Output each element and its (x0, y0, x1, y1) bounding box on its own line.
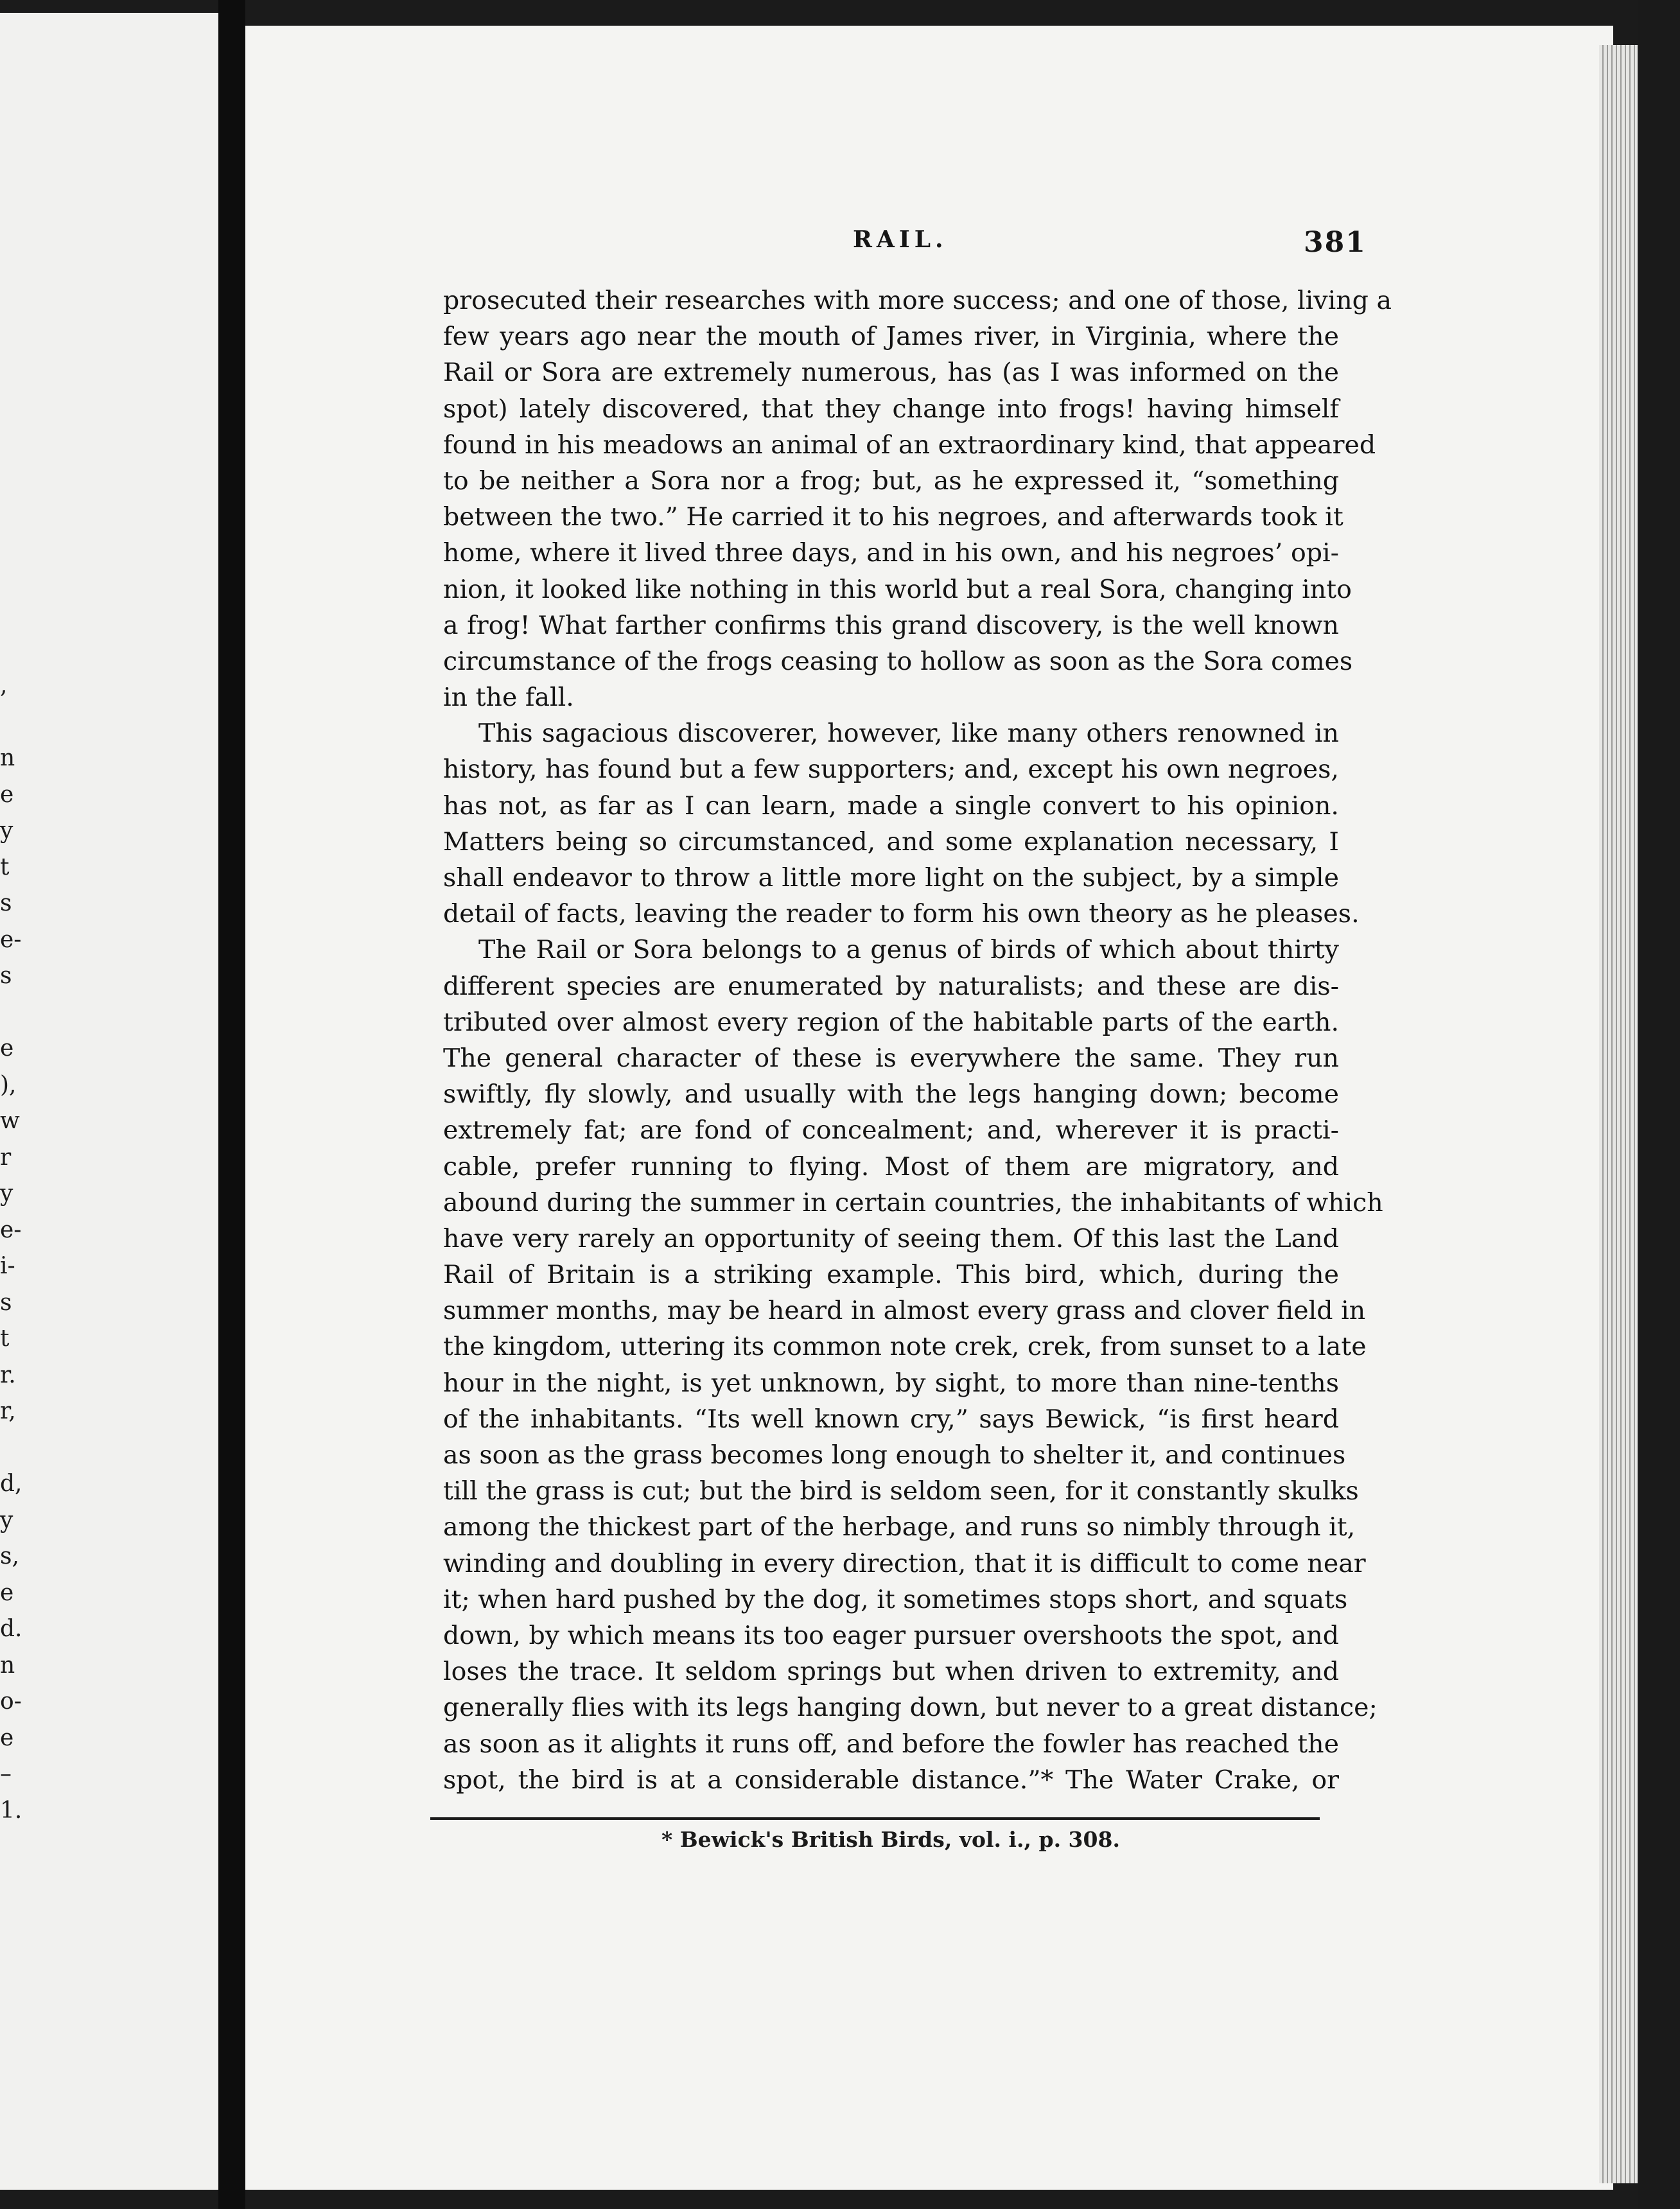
left-margin-fragment: – (0, 1761, 12, 1787)
text-line: The Rail or Sora belongs to a genus of birds of which about thirty (478, 935, 1339, 965)
text-line: hour in the night, is yet unknown, by sight, to more than nine-tenths (443, 1368, 1339, 1398)
text-line: generally flies with its legs hanging down, but never to a great distance; (443, 1693, 1378, 1723)
left-margin-fragment: t (0, 853, 10, 880)
text-line: abound during the summer in certain countries, the inhabitants of which (443, 1187, 1383, 1218)
text-line: down, by which means its too eager pursuer overshoots the spot, and (443, 1620, 1339, 1650)
text-line: different species are enumerated by naturalists; and these are dis- (443, 971, 1339, 1001)
left-margin-fragment: e- (0, 926, 22, 953)
text-line: nion, it looked like nothing in this world but a real Sora, changing into (443, 574, 1352, 604)
text-line: found in his meadows an animal of an extraordinary kind, that appeared (443, 430, 1376, 460)
left-margin-fragment: y (0, 1180, 13, 1207)
text-line: till the grass is cut; but the bird is seldom seen, for it constantly skulks (443, 1476, 1359, 1506)
left-page-margin-fragments (0, 668, 22, 1829)
text-line: as soon as it alights it runs off, and before the fowler has reached the (443, 1729, 1339, 1759)
left-margin-fragment: e- (0, 1216, 22, 1243)
text-line: of the inhabitants. “Its well known cry,” says Bewick, “is first heard (443, 1404, 1339, 1434)
left-margin-fragment: d. (0, 1616, 22, 1642)
text-line: spot) lately discovered, that they change into frogs! having himself (443, 394, 1339, 424)
body-text (443, 283, 1392, 1798)
scan-border (1638, 0, 1680, 2209)
left-margin-fragment: i- (0, 1253, 15, 1279)
text-line: Rail or Sora are extremely numerous, has (as I was informed on the (443, 358, 1339, 388)
left-margin-fragment: s (0, 1289, 12, 1316)
footnote-rule (430, 1817, 1320, 1820)
text-line: swiftly, fly slowly, and usually with the legs hanging down; become (443, 1079, 1339, 1110)
left-margin-fragment: e (0, 1579, 14, 1606)
text-line: circumstance of the frogs ceasing to hollow as soon as the Sora comes (443, 646, 1353, 676)
text-line: between the two.” He carried it to his negroes, and afterwards took it (443, 502, 1343, 532)
text-line: loses the trace. It seldom springs but when driven to extremity, and (443, 1657, 1339, 1687)
running-head-title: RAIL. (853, 226, 948, 253)
left-margin-fragment: e (0, 1724, 14, 1751)
text-line: it; when hard pushed by the dog, it sometimes stops short, and squats (443, 1584, 1348, 1614)
left-margin-fragment (0, 704, 19, 741)
text-line: the kingdom, uttering its common note crek, crek, from sunset to a late (443, 1332, 1367, 1362)
text-line: as soon as the grass becomes long enough to shelter it, and continues (443, 1440, 1346, 1470)
text-line: to be neither a Sora nor a frog; but, as he expressed it, “something (443, 466, 1339, 496)
left-margin-fragment: e (0, 781, 14, 808)
left-margin-fragment: n (0, 1652, 15, 1679)
left-margin-fragment: r (0, 1144, 12, 1171)
text-line: history, has found but a few supporters; and, except his own negroes, (443, 755, 1339, 785)
text-line: spot, the bird is at a considerable distance.”* The Water Crake, or (443, 1765, 1339, 1795)
binding-gutter (218, 0, 245, 2209)
text-line: has not, as far as I can learn, made a single convert to his opinion. (443, 790, 1339, 821)
text-line: home, where it lived three days, and in his own, and his negroes’ opi- (443, 538, 1339, 568)
text-line: Matters being so circumstanced, and some explanation necessary, I (443, 826, 1339, 857)
text-line: prosecuted their researches with more success; and one of those, living a (443, 286, 1392, 315)
left-margin-fragment: w (0, 1108, 20, 1134)
left-margin-fragment: ), (0, 1071, 17, 1098)
text-line: winding and doubling in every direction, that it is difficult to come near (443, 1548, 1366, 1578)
left-margin-fragment (0, 995, 19, 1031)
text-line: This sagacious discoverer, however, like many others renowned in (478, 719, 1339, 749)
left-page (0, 13, 218, 2190)
left-margin-fragment: y (0, 1506, 13, 1533)
left-margin-fragment: s (0, 963, 12, 989)
text-line: among the thickest part of the herbage, and runs so nimbly through it, (443, 1512, 1356, 1542)
left-margin-fragment: n (0, 745, 15, 771)
left-margin-fragment: s (0, 890, 12, 916)
text-line: shall endeavor to throw a little more light on the subject, by a simple (443, 863, 1339, 893)
left-margin-fragment: t (0, 1325, 10, 1352)
text-line: cable, prefer running to flying. Most of them are migratory, and (443, 1151, 1339, 1182)
page-number: 381 (1304, 226, 1367, 259)
text-line: a frog! What farther confirms this grand discovery, is the well known (443, 610, 1339, 640)
text-line: The general character of these is everywhere the same. They run (443, 1043, 1339, 1073)
left-margin-fragment (0, 1430, 19, 1467)
text-line: in the fall. (443, 683, 574, 713)
text-line: summer months, may be heard in almost every grass and clover field in (443, 1296, 1366, 1326)
footnote: * Bewick's British Birds, vol. i., p. 308. (661, 1827, 1120, 1852)
text-line: Rail of Britain is a striking example. This bird, which, during the (443, 1260, 1339, 1290)
text-line: detail of facts, leaving the reader to form his own theory as he pleases. (443, 899, 1360, 929)
text-line: few years ago near the mouth of James river, in Virginia, where the (443, 322, 1339, 352)
left-margin-fragment: 1. (0, 1797, 22, 1824)
left-margin-fragment: o- (0, 1688, 22, 1715)
page-edges (1599, 45, 1638, 2183)
left-margin-fragment: s, (0, 1543, 19, 1569)
left-margin-fragment: d, (0, 1471, 22, 1497)
left-margin-fragment: e (0, 1035, 14, 1061)
left-margin-fragment: r, (0, 1398, 16, 1424)
text-line: extremely fat; are fond of concealment; and, wherever it is practi- (443, 1115, 1339, 1146)
text-line: have very rarely an opportunity of seeing them. Of this last the Land (443, 1223, 1339, 1253)
text-line: tributed over almost every region of the habitable parts of the earth. (443, 1007, 1339, 1037)
left-margin-fragment: y (0, 817, 13, 844)
left-margin-fragment: r. (0, 1361, 16, 1388)
left-margin-fragment: , (0, 672, 8, 699)
